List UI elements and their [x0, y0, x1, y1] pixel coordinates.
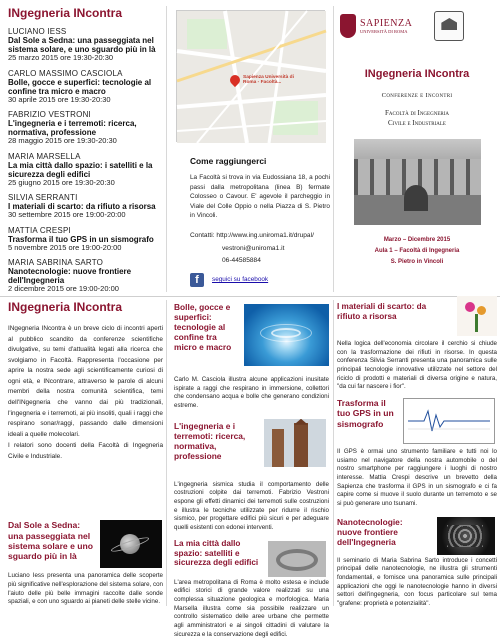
event-speaker: LUCIANO IESS — [8, 27, 67, 36]
event-speaker: CARLO MASSIMO CASCIOLA — [8, 68, 123, 78]
facebook-link[interactable]: seguici su facebook — [212, 276, 269, 284]
terremoti-title: L'ingegneria e i terremoti: ricerca, normativa, professione — [174, 420, 246, 461]
citta-title: La mia città dallo spazio: satelliti e sicurezza degli edifici — [174, 538, 259, 568]
event-date: 30 settembre 2015 ore 19:00-20:00 — [8, 210, 126, 220]
flowers-image — [457, 296, 497, 336]
event-item — [8, 226, 163, 253]
cover-place: S. Pietro in Vincoli — [390, 259, 444, 265]
program-column — [8, 6, 163, 294]
event-list — [8, 27, 163, 294]
water-drop-image — [244, 304, 329, 366]
gps-text: Il GPS è ormai uno strumento familiare e tutti noi lo usiamo nel navigatore della nostra automobile o del nostro smartphone per raggiungere i luoghi di nostro interesse. Mattia Crespi descrive un brevetto della Sapienza che trasforma il GPS in un sismografo e ci fa capire come si muove il suolo durante un terremoto e se si può generare uno tsunami. — [337, 448, 497, 508]
nanotech-image — [437, 517, 495, 555]
event-title: I materiali di scarto: da rifiuto a risorsa — [8, 202, 156, 212]
column-divider — [333, 300, 334, 606]
event-title: La mia città dallo spazio: i satelliti e la sicurezza degli edifici — [8, 160, 153, 179]
event-date: 2 dicembre 2015 ore 19:00-20:00 — [8, 284, 119, 294]
cloister-photo — [354, 139, 481, 225]
tower-image — [264, 419, 326, 467]
event-title: Trasforma il tuo GPS in un sismografo — [8, 234, 154, 244]
event-title: Bolle, gocce e superfici: tecnologie al confine tra micro e macro — [8, 77, 152, 96]
cover-subtitle: Conferenze e Incontri — [381, 92, 453, 99]
event-item — [8, 258, 163, 294]
facebook-icon[interactable]: f — [190, 273, 204, 287]
directions-column — [172, 8, 329, 292]
program-title: INgegneria INcontra — [8, 6, 123, 20]
event-speaker: MARIA SABRINA SARTO — [8, 258, 104, 268]
event-date: 25 giugno 2015 ore 19:30-20:30 — [8, 177, 115, 187]
cover-venue: Aula 1 – Facoltà di Ingegneria — [374, 248, 460, 254]
fold-divider — [0, 296, 500, 297]
event-date: 30 aprile 2015 ore 19:30-20:30 — [8, 94, 111, 104]
event-item — [8, 110, 163, 146]
event-title: Dal Sole a Sedna: una passeggiata nel sistema solare, e uno sguardo più in là — [8, 36, 156, 55]
intro-paragraph-1: INgegneria INcontra è un breve ciclo di incontri aperti al pubblico scandito da conferenze scientifiche divulgative, su temi d'attualità legati alla ricerca che svolgiamo in Facoltà. Rappresenta l'occasione per aprire la nostra sede agli scientificamente curiosi di ogni età, e INcontrare, attraverso le parole di alcuni membri della nostra comunità scientifica, temi dell'INgegneria che vanno dai più tradizionali, l'ingegneria e i terremoti, ai più insoliti, quali i raggi che respirano sonar/raggi, passando dalle dimensioni ideali a quelle molecolari. — [8, 325, 163, 438]
event-date: 25 marzo 2015 ore 19:30-20:30 — [8, 53, 114, 63]
cover-period: Marzo – Dicembre 2015 — [383, 237, 451, 243]
articles-right-column — [337, 300, 497, 608]
event-date: 5 novembre 2015 ore 19:00-20:00 — [8, 242, 122, 252]
intro-title: INgegneria INcontra — [8, 300, 123, 314]
event-item — [8, 69, 163, 105]
event-title: L'ingegneria e i terremoti: ricerca, normativa, professione — [8, 119, 137, 138]
cover-title: INgegneria INcontra — [364, 68, 470, 80]
faculty-line-1: Facoltà di Ingegneria — [385, 109, 449, 117]
sole-text: Luciano Iess presenta una panoramica delle scoperte più significative nell'esplorazione del sistema solare, con l'aiuto delle più belle immagini raccolte dalle sonde spaziali, e con uno sguardo ai pianeti delle stelle vicine. — [8, 572, 163, 606]
column-divider — [333, 6, 334, 292]
materiali-title: I materiali di scarto: da rifiuto a risorsa — [337, 302, 427, 321]
event-speaker: FABRIZIO VESTRONI — [8, 110, 91, 120]
nano-title: Nanotecnologie: nuove frontiere dell'Ingegneria — [337, 516, 403, 547]
terremoti-text: L'ingegneria sismica studia il comportamento delle costruzioni colpite dai terremoti. Fabrizio Vestroni espone gli effetti dinamici dei terremoti sulle costruzioni e illustra le tecniche utilizzate per ridurre il rischio sismico, per progettare edifici più sicuri e per adeguare quelli esistenti con edonei interventi. — [174, 480, 329, 532]
bolle-title: Bolle, gocce e superfici: tecnologie al confine tra micro e macro — [174, 302, 232, 353]
event-item — [8, 193, 163, 220]
intro-paragraph-2: I relatori sono docenti della Facoltà di Ingegneria Civile e Industriale. — [8, 442, 163, 460]
event-speaker: MARIA MARSELLA — [8, 151, 81, 161]
column-divider — [166, 300, 167, 606]
event-date: 28 maggio 2015 ore 19:30-20:30 — [8, 136, 117, 146]
map-label: Sapienza Università di Roma - Facoltà... — [243, 75, 294, 86]
saturn-image — [100, 520, 162, 568]
website-link[interactable]: http://www.ing.uniroma1.it/drupal/ — [216, 232, 314, 240]
sole-title: Dal Sole a Sedna: una passeggiata nel sistema solare e uno sguardo più in là — [8, 520, 94, 562]
citta-text: L'area metropolitana di Roma è molto estesa e include edifici storici di grande valore realizzati su una complessa situazione geologica e morfologica. Maria Marsella illustra come sia possibile realizzare un controllo sistematico delle aree urbane che permette agli amministratori e ai singoli cittadini di valutare la sicurezza e la conservazione degli edifici. — [174, 578, 329, 638]
faculty-line-2: Civile e Industriale — [388, 119, 446, 127]
column-divider — [166, 6, 167, 292]
facebook-row[interactable] — [190, 273, 329, 287]
contacts-block — [190, 230, 329, 268]
articles-middle-column — [172, 300, 329, 638]
email-link[interactable]: vestroni@uniroma1.it — [222, 244, 285, 252]
event-item — [8, 27, 163, 63]
university-name: SAPIENZA UNIVERSITÀ DI ROMA — [360, 18, 413, 34]
faculty-logo-icon — [434, 11, 464, 41]
event-speaker: SILVIA SERRANTI — [8, 193, 78, 203]
directions-text: La Facoltà si trova in via Eudossiana 18, a pochi passi dalla metropolitana (linea B) fermate Colosseo o Cavour. E' agevole il parcheggio in Viale del Colle Oppio o nella Piazza di S. Pietro in Vincoli. — [190, 174, 330, 220]
bolle-text: Carlo M. Casciola illustra alcune applicazioni inusitate ispirate a raggi che respirano in immersione, collettori che condensano acqua e bolle che generano condizioni estreme. — [174, 376, 329, 410]
materiali-text: Nella logica dell'economia circolare il cerchio si chiude con la trasformazione dei rifiuti in risorse. In questa conferenza Silvia Serranti presenta una panoramica sulle principali tecnologie innovative utilizzate nel settore del riciclo di prodotti e materiali di diversa origine e natura, "da cui far nascere i fior". — [337, 340, 497, 391]
logo-row — [337, 6, 497, 46]
event-speaker: MATTIA CRESPI — [8, 225, 71, 235]
nano-text: Il seminario di Maria Sabrina Sarto introduce i concetti principali delle nanotecnologie, ne illustra gli strumenti fondamentali, e fornisce una panoramica sulle principali applicazioni che oggi le nanotecnologie hanno in diversi settori dell'ingegneria, con focus particolare sul tema "grafene: proprietà e potenzialità". — [337, 556, 497, 608]
sapienza-logo-icon — [340, 14, 356, 38]
phone-number: 06-44585884 — [222, 257, 261, 265]
colosseum-image — [268, 541, 326, 577]
event-item — [8, 152, 163, 188]
directions-heading: Come raggiungerci — [190, 156, 267, 166]
gps-title: Trasforma il tuo GPS in un sismografo — [337, 398, 394, 429]
seismograph-chart-image — [403, 398, 495, 444]
intro-column — [8, 300, 163, 608]
event-title: Nanotecnologie: nuove frontiere dell'Ingegneria — [8, 267, 132, 286]
contacts-label: Contatti: — [190, 232, 215, 240]
map-image[interactable] — [176, 10, 325, 142]
cover-column — [337, 6, 497, 294]
